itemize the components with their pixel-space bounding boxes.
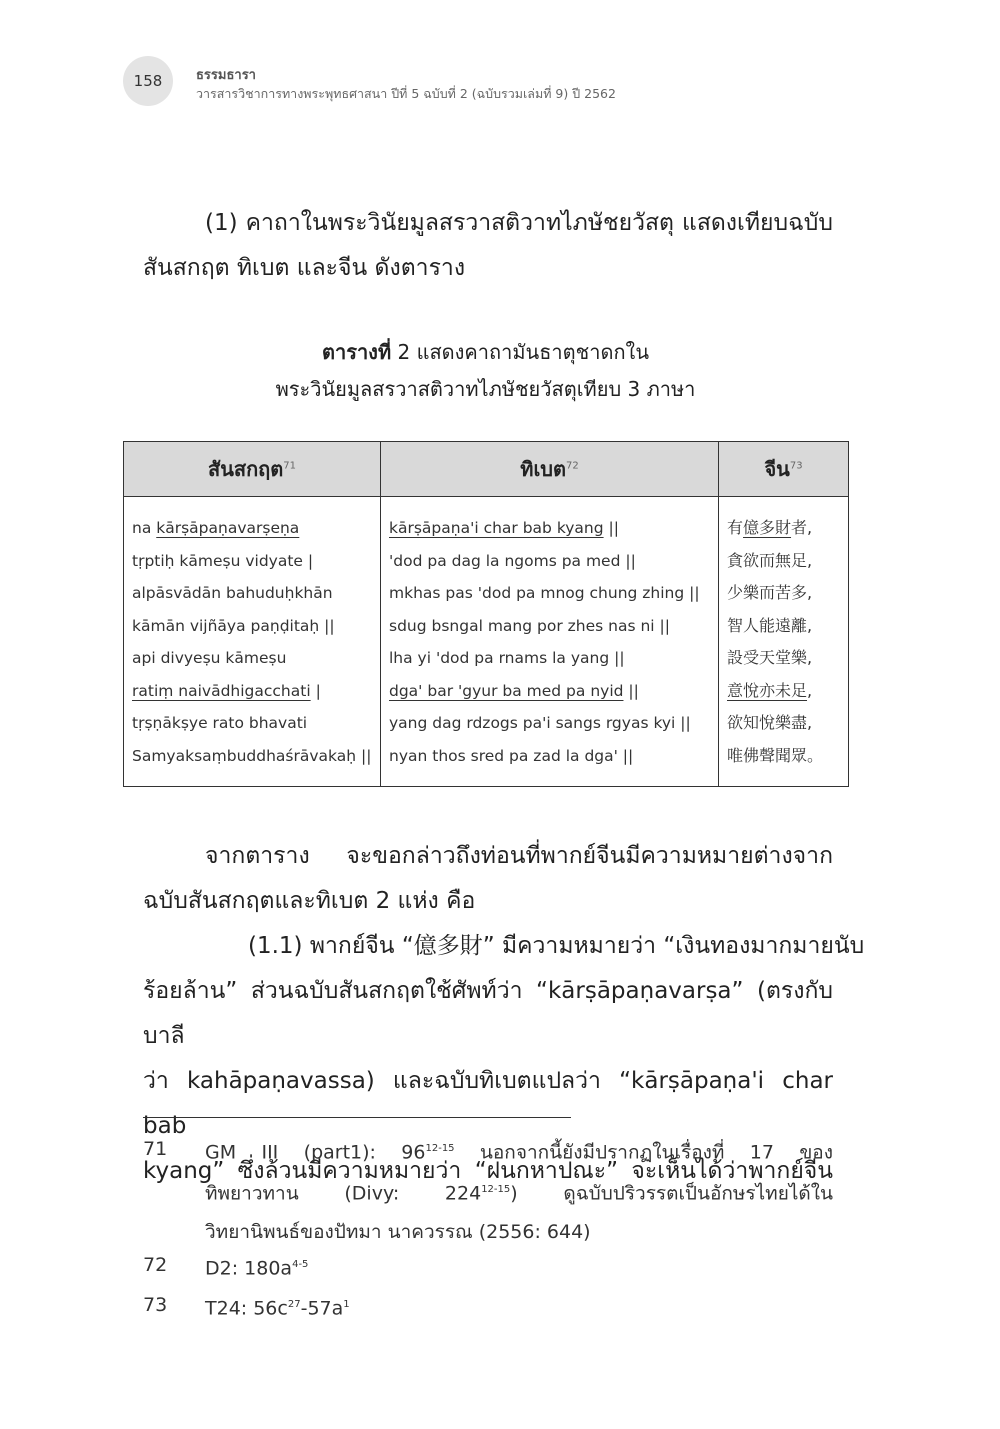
body-line: จากตาราง จะขอกล่าวถึงท่อนที่พากย์จีนมีความหมายต่างจาก — [205, 843, 833, 869]
footnote-ref: 73 — [789, 460, 803, 472]
verse-line: api divyeṣu kāmeṣu — [132, 649, 287, 667]
header-chinese: จีน$^{73}$ — [719, 442, 849, 497]
verse-line: nyan thos sred pa zad la dga' || — [389, 746, 634, 765]
footnote-line: T24: $56c^{27}-57a^1$ — [205, 1297, 350, 1320]
footnote-line: ทิพยาวทาน (Divy: 224$^{12-15}$) ดูฉบับปริวรรตเป็นอักษรไทยได้ใน — [205, 1182, 833, 1205]
verse-line: alpāsvādān bahuduḥkhān — [132, 584, 333, 602]
verse-line: tṛṣṇākṣye rato bhavati — [132, 714, 308, 732]
verse-line: mkhas pas 'dod pa mnog chung zhing || — [389, 584, 700, 602]
table-caption-label: ตารางที่ — [321, 340, 392, 364]
footnote-ref: 72 — [565, 460, 579, 472]
verse-line: sdug bsngal mang por zhes nas ni || — [389, 616, 670, 635]
verse-line: na kārṣāpaṇavarṣeṇa — [132, 519, 300, 537]
footnote-ref: 71 — [283, 460, 297, 472]
sanskrit-verse-cell — [124, 497, 381, 787]
table-caption-line2: พระวินัยมูลสรวาสติวาทไภษัชยวัสตุเทียบ 3 ภาษา — [275, 377, 696, 401]
footnote-number: 72 — [143, 1254, 168, 1276]
verse-line: 設受天堂樂, — [727, 648, 813, 667]
verse-line: dga' bar 'gyur ba med pa nyid || — [389, 681, 639, 700]
page-number: 158 — [123, 56, 173, 106]
verse-line: 智人能遠離, — [727, 615, 813, 635]
verse-line: kāmān vijñāya paṇḍitaḥ || — [132, 616, 335, 635]
verse-line: 唯佛聲聞眾。 — [727, 745, 824, 765]
body-line: (1.1) พากย์จีน “億多財” มีความหมายว่า “เงินทองมากมายนับ — [248, 933, 865, 959]
footnote-number: 73 — [143, 1294, 168, 1316]
intro-line: สันสกฤต ทิเบต และจีน ดังตาราง — [143, 255, 466, 281]
verse-line: tṛptiḥ kāmeṣu vidyate | — [132, 551, 314, 570]
verse-line: Samyaksaṃbuddhaśrāvakaḥ || — [132, 746, 372, 765]
verse-line: yang dag rdzogs pa'i sangs rgyas kyi || — [389, 714, 691, 732]
verse-comparison-table — [123, 441, 849, 787]
intro-paragraph — [143, 201, 833, 291]
journal-name: ธรรมธารา — [196, 68, 256, 83]
body-line: kyang” ซึ่งล้วนมีความหมายว่า “ฝนกหาปณะ” จะเห็นได้ว่าพากย์จีน — [143, 1158, 833, 1184]
footnote-number: 71 — [143, 1138, 168, 1160]
table-body-row — [124, 497, 849, 787]
footnote-divider — [143, 1117, 571, 1118]
footnote-line: GM III (part1): 96$^{12-15}$ นอกจากนี้ยังมีปรากฏในเรื่องที่ 17 ของ — [205, 1141, 833, 1164]
body-line: ฉบับสันสกฤตและทิเบต 2 แห่ง คือ — [143, 888, 476, 914]
intro-line: (1) คาถาในพระวินัยมูลสรวาสติวาทไภษัชยวัสตุ แสดงเทียบฉบับ — [205, 210, 833, 236]
verse-line: lha yi 'dod pa rnams la yang || — [389, 649, 625, 667]
verse-line: 'dod pa dag la ngoms pa med || — [389, 551, 636, 570]
table-caption-text: 2 แสดงคาถามันธาตุชาดกใน — [391, 340, 649, 364]
footnote-line: วิทยานิพนธ์ของปัทมา นาควรรณ (2556: 644) — [205, 1220, 591, 1243]
verse-line: 有億多財者, — [727, 518, 813, 537]
verse-line: 欲知悅樂盡, — [727, 713, 813, 732]
verse-line: 意悅亦未足, — [727, 680, 813, 700]
verse-line: 少樂而苦多, — [727, 583, 813, 602]
tibetan-verse-cell — [381, 497, 719, 787]
footnote-73 — [143, 1286, 833, 1327]
header-tibetan: ทิเบต$^{72}$ — [381, 442, 719, 497]
footnote-line: D2: $180a^{4-5}$ — [205, 1257, 309, 1280]
verse-line: kārṣāpaṇa'i char bab kyang || — [389, 519, 619, 537]
footnote-72 — [143, 1246, 833, 1287]
body-line: ว่า kahāpaṇavassa) และฉบับทิเบตแปลว่า “kārṣāpaṇa'i char bab — [143, 1068, 833, 1139]
header-sanskrit: สันสกฤต$^{71}$ — [124, 442, 381, 497]
table-header-row — [124, 442, 849, 497]
table-caption — [123, 336, 848, 368]
verse-line: ratiṃ naivādhigacchati | — [132, 681, 321, 700]
verse-line: 貪欲而無足, — [727, 550, 813, 570]
body-line: ร้อยล้าน” ส่วนฉบับสันสกฤตใช้ศัพท์ว่า “kārṣāpaṇavarṣa” (ตรงกับบาลี — [143, 978, 833, 1049]
journal-subtitle: วารสารวิชาการทางพระพุทธศาสนา ปีที่ 5 ฉบับที่ 2 (ฉบับรวมเล่มที่ 9) ปี 2562 — [196, 86, 616, 101]
footnote-71 — [143, 1130, 833, 1251]
chinese-verse-cell — [719, 497, 849, 787]
